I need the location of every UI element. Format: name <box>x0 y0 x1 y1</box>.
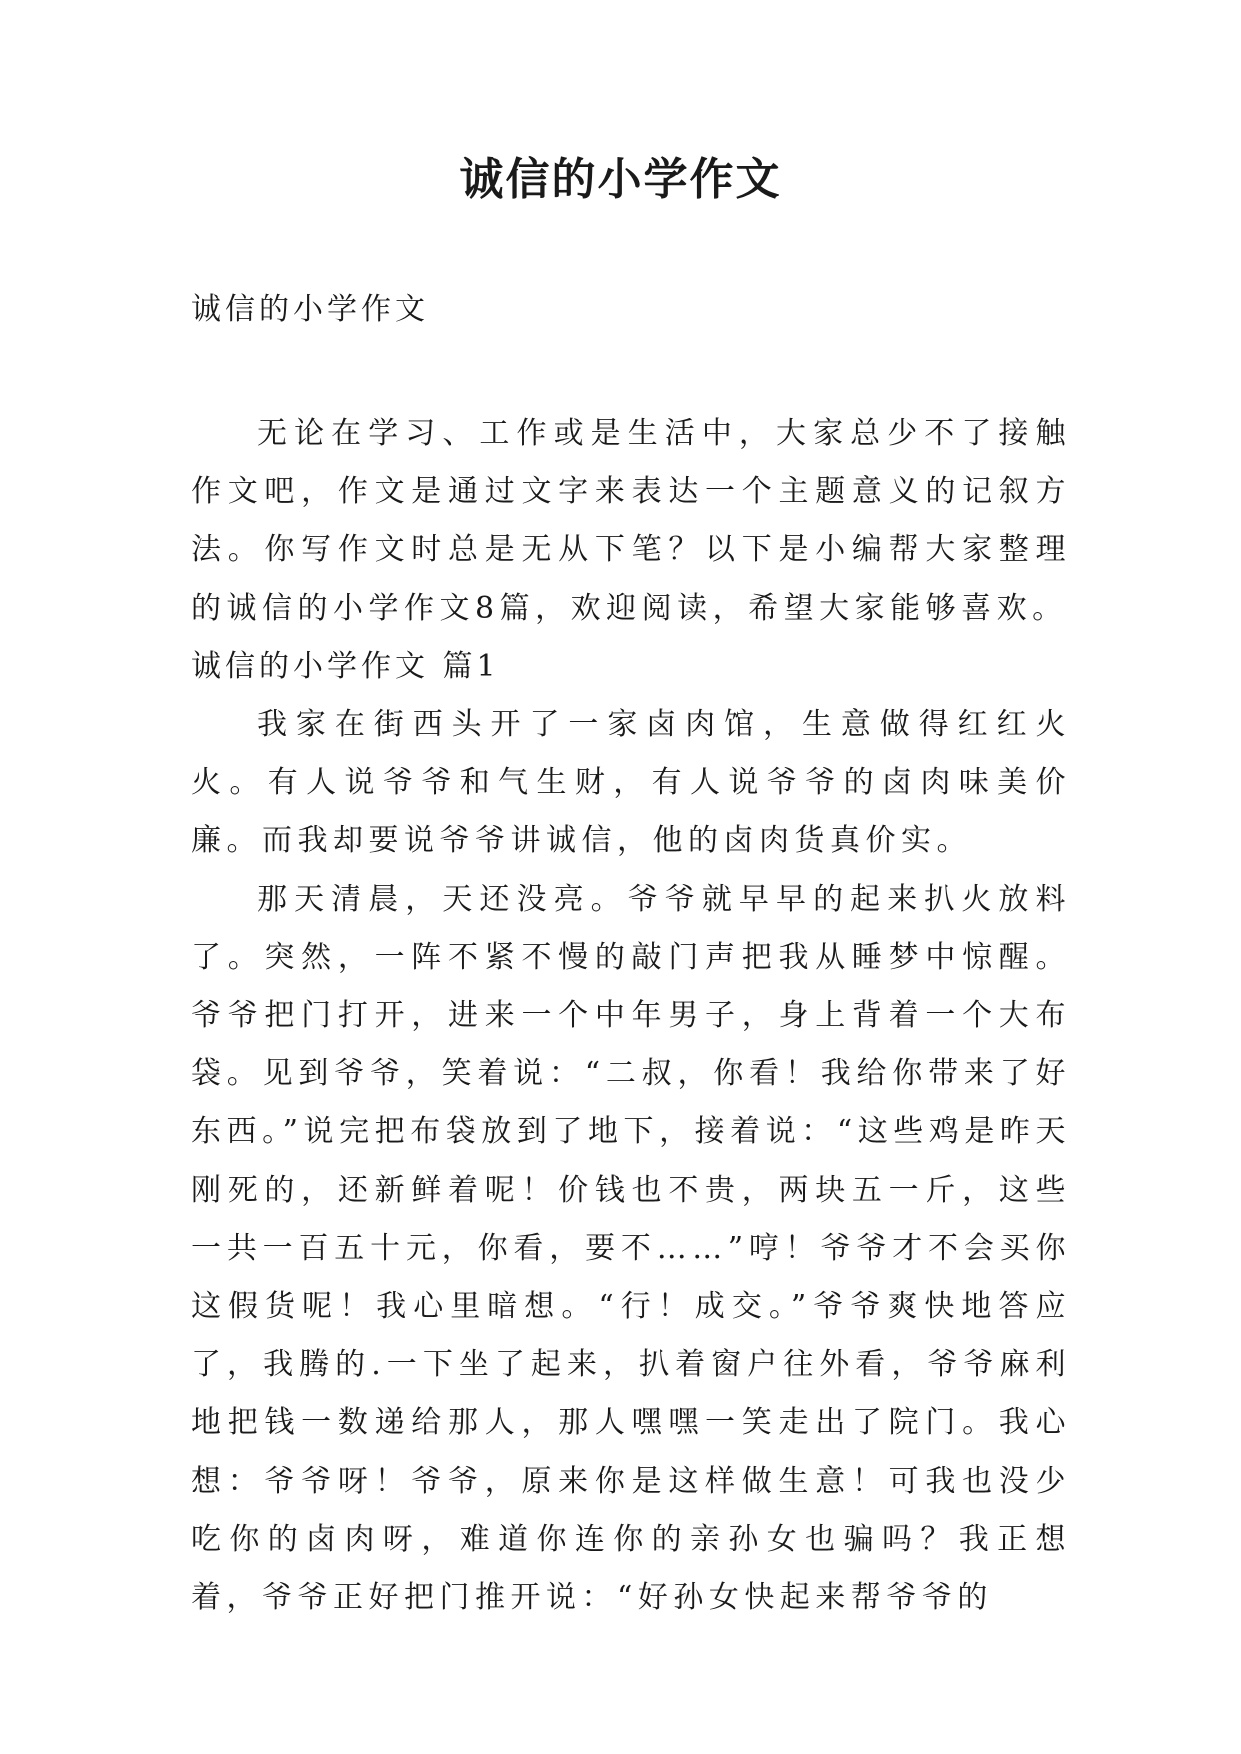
document-body <box>191 405 1071 1627</box>
document-title: 诚信的小学作文 <box>459 154 782 205</box>
document-subtitle: 诚信的小学作文 <box>191 292 429 327</box>
section-heading: 诚信的小学作文 篇1 <box>191 648 500 684</box>
body-paragraph: 那天清晨，天还没亮。爷爷就早早的起来扒火放料了。突然，一阵不紧不慢的敲门声把我从睡梦中惊醒。爷爷把门打开，进来一个中年男子，身上背着一个大布袋。见到爷爷，笑着说：“二叔，你看！我给你带来了好东西。”说完把布袋放到了地下，接着说：“这些鸡是昨天刚死的，还新鲜着呢！价钱也不贵，两块五一斤，这些一共一百五十元，你看，要不……”哼！爷爷才不会买你这假货呢！我心里暗想。“行！成交。”爷爷爽快地答应了，我腾的.一下坐了起来，扒着窗户往外看，爷爷麻利地把钱一数递给那人，那人嘿嘿一笑走出了院门。我心想：爷爷呀！爷爷，原来你是这样做生意！可我也没少吃你的卤肉呀，难道你连你的亲孙女也骗吗？我正想着，爷爷正好把门推开说：“好孙女快起来帮爷爷的 <box>191 881 1071 1616</box>
body-paragraph: 我家在街西头开了一家卤肉馆，生意做得红红火火。有人说爷爷和气生财，有人说爷爷的卤肉味美价廉。而我却要说爷爷讲诚信，他的卤肉货真价实。 <box>191 707 1071 859</box>
intro-paragraph: 无论在学习、工作或是生活中，大家总少不了接触作文吧，作文是通过文字来表达一个主题意义的记叙方法。你写作文时总是无从下笔？以下是小编帮大家整理的诚信的小学作文8篇，欢迎阅读，希望大家能够喜欢。 <box>191 416 1071 626</box>
